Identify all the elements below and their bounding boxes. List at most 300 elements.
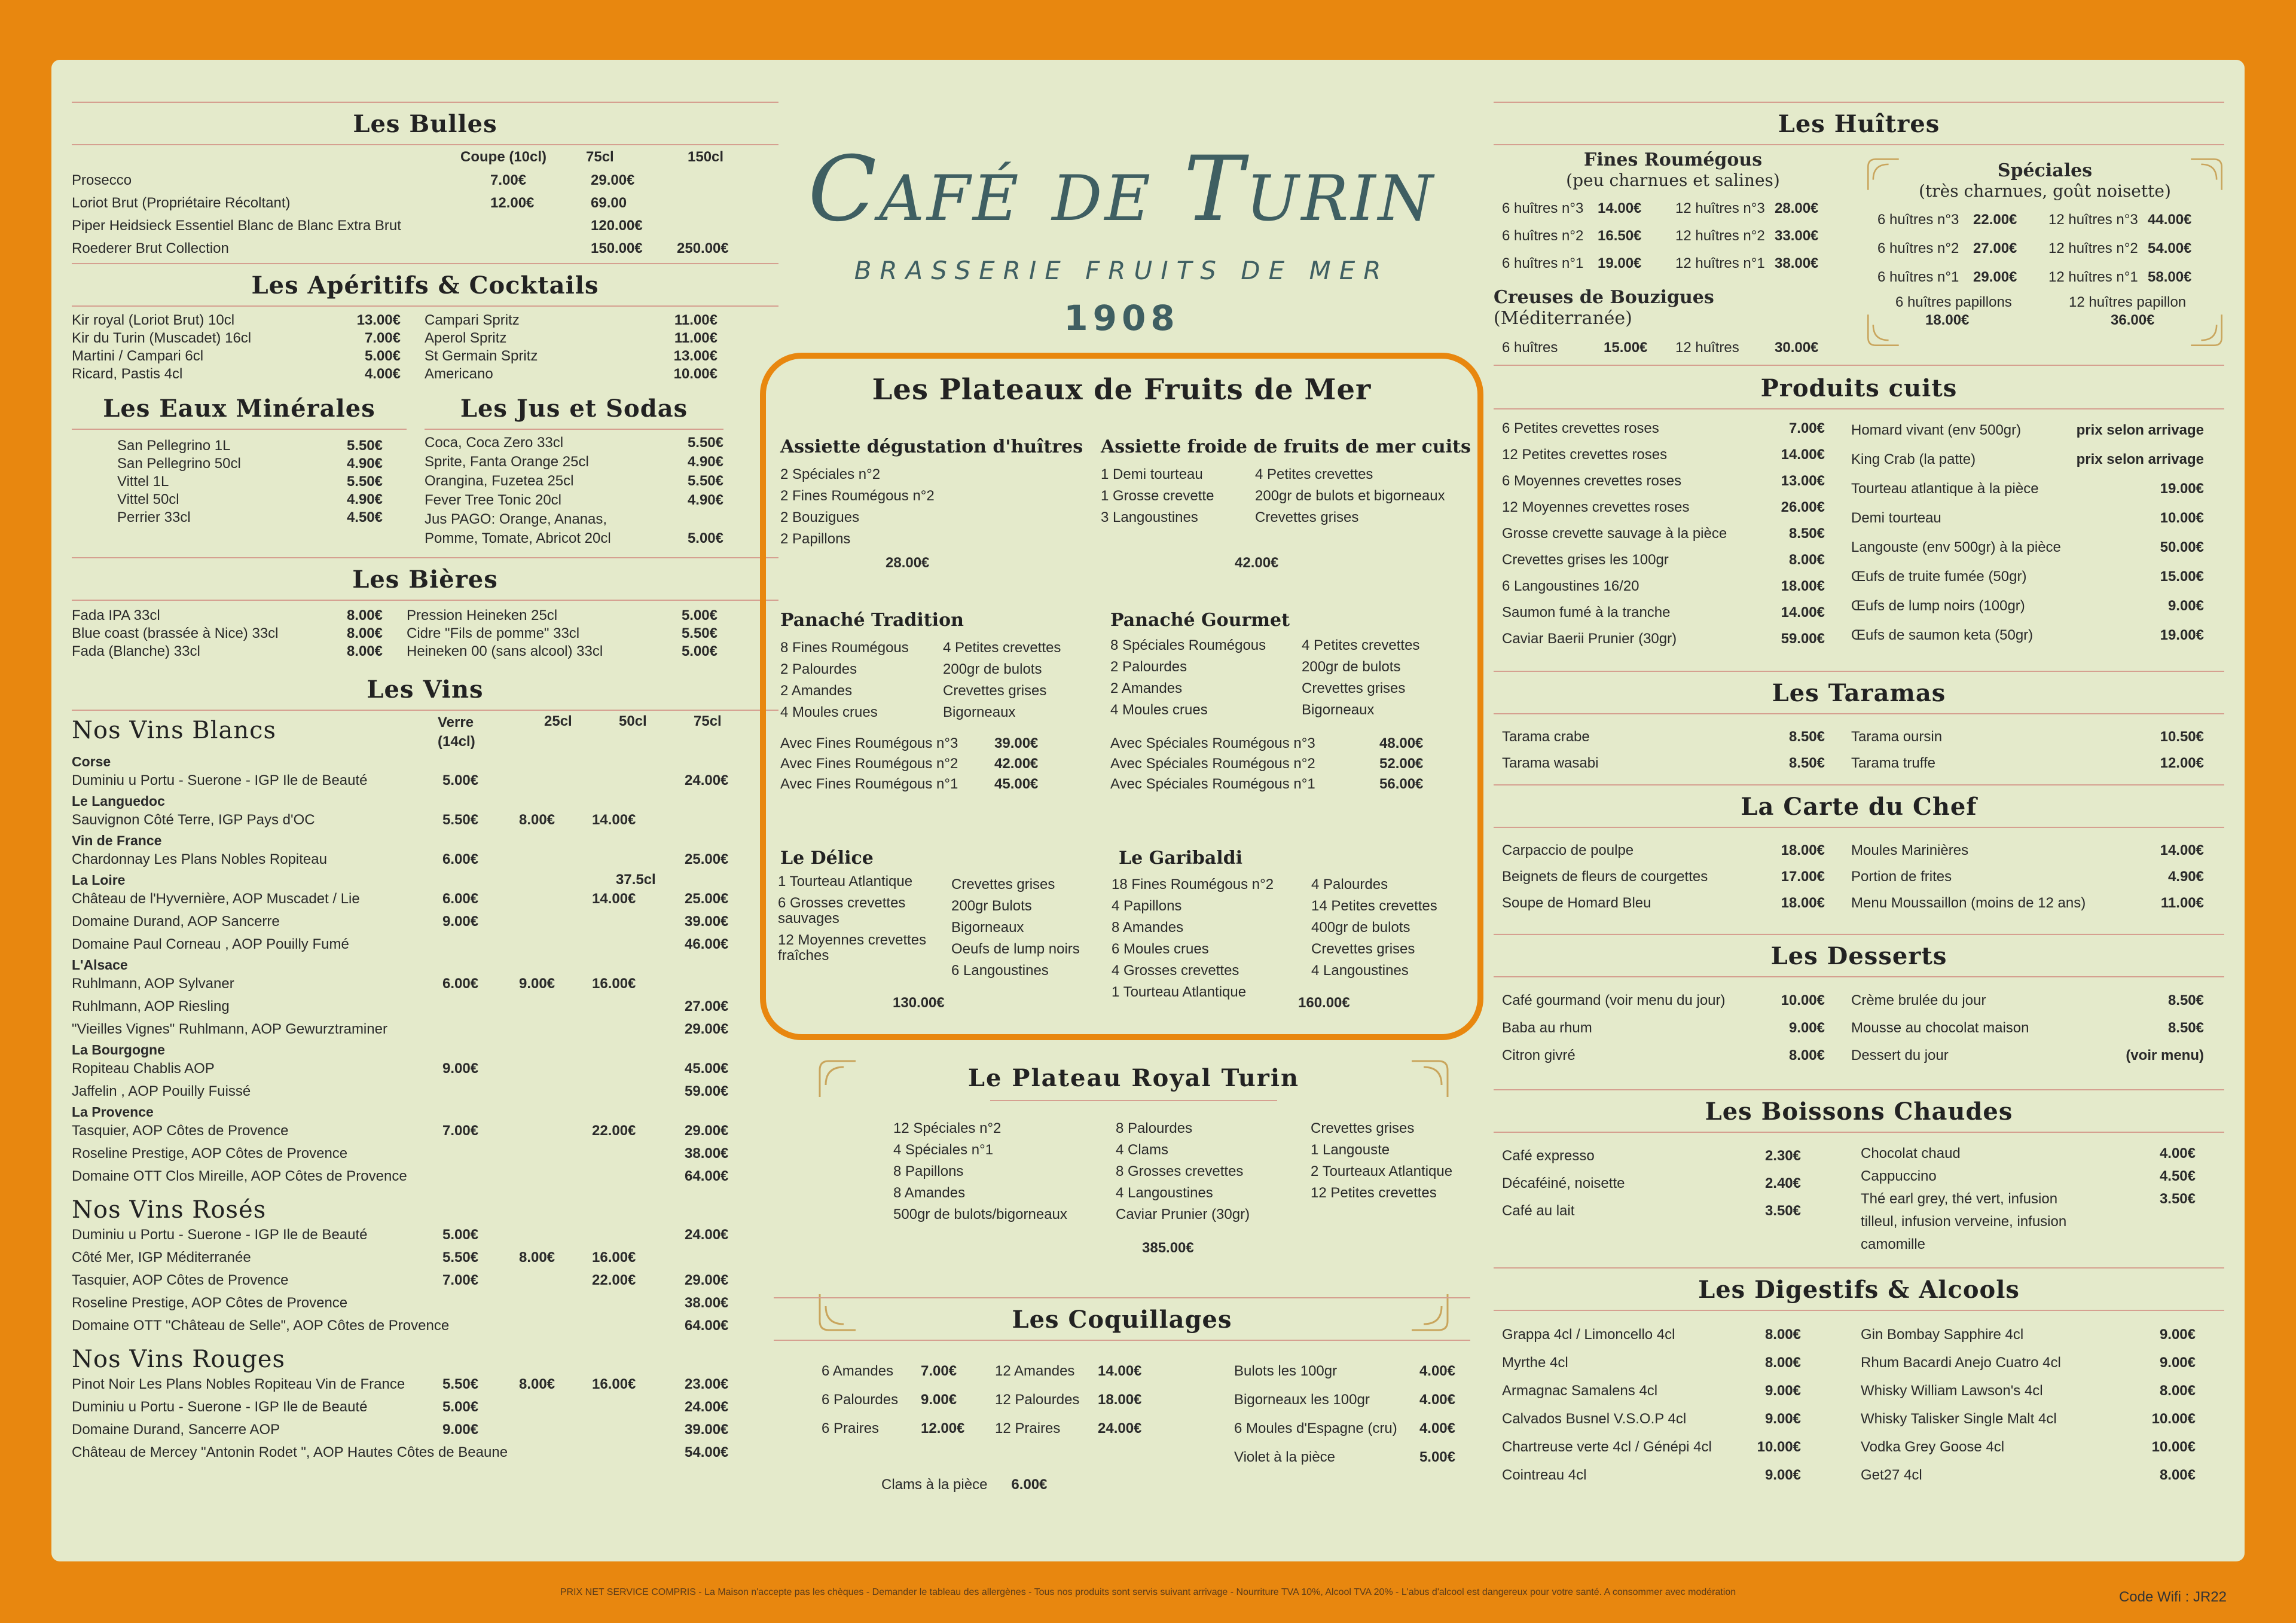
item-price: 5.00€	[681, 607, 718, 623]
option-row	[780, 774, 1061, 794]
clams-name: Clams à la pièce	[881, 1477, 988, 1493]
item-price: 7.00€	[921, 1363, 957, 1379]
huitres-title: Les Huîtres	[1494, 102, 2224, 145]
item-name: Fever Tree Tonic 20cl	[425, 492, 561, 508]
vins-header-25cl: 25cl	[544, 713, 572, 729]
list-item	[1502, 890, 1825, 916]
list-item: 6 Langoustines	[951, 962, 1049, 979]
item-name: 6 Amandes	[822, 1363, 894, 1379]
list-item	[72, 995, 778, 1018]
price-75cl: 27.00€	[685, 998, 729, 1014]
item-price: 8.50€	[1788, 755, 1825, 771]
item-price: 4.90€	[687, 454, 723, 470]
item-price: 8.00€	[346, 643, 383, 659]
item-price: 14.00€	[2160, 842, 2204, 858]
item-name: Demi tourteau	[1851, 510, 1941, 526]
item-name: 6 huîtres n°3	[1502, 200, 1584, 216]
wine-region: La Bourgogne	[72, 1042, 165, 1057]
desserts-left-list	[1502, 987, 1825, 1069]
price-50cl: 16.00€	[592, 976, 636, 992]
item-price: 17.00€	[1781, 869, 1825, 885]
item-name: Portion de frites	[1851, 869, 1952, 885]
speciales-block	[1866, 157, 2224, 348]
item-name: 12 Praires	[995, 1420, 1061, 1436]
papillons-12-name: 12 huîtres papillon	[2069, 294, 2187, 310]
eaux-title: Les Eaux Minérales	[103, 395, 375, 423]
list-item	[117, 437, 383, 455]
list-item	[1861, 1321, 2196, 1349]
item-price: 26.00€	[1781, 499, 1825, 515]
item-name: 6 huîtres n°2	[1502, 228, 1584, 244]
list-item: 8 Fines Roumégous	[780, 640, 909, 656]
wine-name: Château de l'Hyvernière, AOP Muscadet / Lie	[72, 891, 360, 907]
vins-section	[72, 668, 778, 1464]
item-name: Citron givré	[1502, 1047, 1576, 1063]
chaudes-left-list	[1502, 1142, 1801, 1256]
wine-name: Domaine Durand, AOP Sancerre	[72, 913, 280, 930]
list-item	[72, 192, 778, 215]
item-name: 6 Palourdes	[822, 1392, 899, 1408]
wine-name: Ropiteau Chablis AOP	[72, 1060, 215, 1077]
froide-col2	[1255, 464, 1445, 528]
list-item	[1502, 195, 1852, 222]
price-75cl: 24.00€	[685, 1399, 729, 1415]
gourmet-title: Panaché Gourmet	[1110, 610, 1290, 631]
price-75cl: 25.00€	[685, 891, 729, 907]
item-name: Pomme, Tomate, Abricot 20cl	[425, 530, 611, 546]
royal-title: Le Plateau Royal Turin	[967, 1064, 1300, 1092]
item-price: 8.00€	[1788, 552, 1825, 568]
papillons-6-name: 6 huîtres papillons	[1895, 294, 2012, 310]
item-price: 5.50€	[346, 438, 383, 454]
item-name: 6 Praires	[822, 1420, 880, 1436]
price-verre: 9.00€	[442, 913, 479, 930]
item-name: Moules Marinières	[1851, 842, 1969, 858]
list-item: 200gr de bulots et bigorneaux	[1255, 488, 1445, 504]
tradition-col1	[780, 637, 909, 723]
price-75cl: 64.00€	[685, 1318, 729, 1334]
list-item: Crevettes grises	[1302, 680, 1406, 696]
vins-rouges-title: Nos Vins Rouges	[72, 1346, 286, 1373]
list-item: 4 Petites crevettes	[1302, 637, 1420, 653]
bieres-title: Les Bières	[72, 557, 778, 601]
wine-name: "Vieilles Vignes" Ruhlmann, AOP Gewurztraminer	[72, 1021, 387, 1037]
list-item	[407, 625, 718, 643]
list-item: 4 Papillons	[1112, 898, 1182, 914]
list-item	[72, 1441, 778, 1464]
option-price: 42.00€	[994, 756, 1039, 772]
item-price: prix selon arrivage	[2076, 451, 2204, 467]
item-name: 12 Palourdes	[995, 1392, 1080, 1408]
item-price: 8.00€	[1764, 1326, 1801, 1343]
list-item: 14 Petites crevettes	[1311, 898, 1437, 914]
item-name: 12 huîtres n°1	[1675, 255, 1765, 271]
item-name: 6 huîtres n°2	[1877, 240, 1959, 256]
item-price: 4.90€	[2167, 869, 2204, 885]
list-item: 1 Tourteau Atlantique	[1112, 984, 1247, 1000]
price-verre: 6.00€	[442, 851, 479, 867]
list-item	[1502, 1014, 1825, 1042]
item-price: 13.00€	[673, 348, 718, 364]
list-item	[72, 607, 383, 625]
gourmet-col2	[1302, 635, 1419, 721]
list-item	[72, 347, 401, 365]
huitres-section	[1494, 102, 2224, 145]
option-row	[1110, 753, 1427, 774]
bieres-left-list	[72, 607, 383, 661]
eaux-list	[72, 430, 383, 527]
vins-header-75cl: 75cl	[694, 713, 722, 729]
item-price: 14.00€	[1781, 447, 1825, 463]
bieres-section	[72, 557, 778, 661]
list-item	[72, 1224, 778, 1246]
item-price: 44.00€	[2148, 212, 2192, 228]
item-price: 14.00€	[1781, 604, 1825, 621]
header-150cl: 150cl	[688, 149, 724, 165]
item-name: 6 huîtres n°1	[1502, 255, 1584, 271]
option-row	[780, 733, 1061, 753]
item-name: 6 Petites crevettes roses	[1502, 420, 1659, 436]
item-price: 33.00€	[1775, 228, 1819, 244]
wine-name: Roseline Prestige, AOP Côtes de Provence	[72, 1145, 348, 1162]
list-item: Crevettes grises	[1311, 941, 1415, 957]
list-item: 4 Moules crues	[780, 704, 878, 720]
list-item: 8 Amandes	[1112, 919, 1184, 936]
list-item	[407, 643, 718, 661]
item-price: prix selon arrivage	[2076, 422, 2204, 438]
item-name: Cointreau 4cl	[1502, 1467, 1587, 1483]
item-price: 8.00€	[2159, 1383, 2196, 1399]
item-name: Whisky Talisker Single Malt 4cl	[1861, 1411, 2057, 1427]
wine-name: Domaine Paul Corneau , AOP Pouilly Fumé	[72, 936, 349, 952]
wine-name: Duminiu u Portu - Suerone - IGP Ile de Beauté	[72, 1399, 368, 1415]
list-item	[72, 625, 383, 643]
garibaldi-title: Le Garibaldi	[1119, 848, 1243, 869]
item-name: Loriot Brut (Propriétaire Récoltant)	[72, 195, 291, 211]
plateaux-title: Les Plateaux de Fruits de Mer	[872, 373, 1372, 406]
option-price: 52.00€	[1379, 756, 1424, 772]
price-coupe: 12.00€	[490, 195, 535, 211]
item-price: 4.00€	[1419, 1420, 1455, 1436]
item-price: 10.00€	[1757, 1439, 1801, 1455]
item-name: Orangina, Fuzetea 25cl	[425, 473, 574, 489]
item-name: Tarama truffe	[1851, 755, 1935, 771]
list-item: Bigorneaux	[943, 704, 1016, 720]
chaudes-right-list	[1861, 1142, 2196, 1256]
wine-name: Domaine OTT Clos Mireille, AOP Côtes de Provence	[72, 1168, 407, 1184]
list-item	[72, 1120, 778, 1142]
item-price: 8.50€	[1788, 729, 1825, 745]
list-item	[1851, 750, 2204, 777]
chef-left-list	[1502, 838, 1825, 916]
item-name: Crevettes grises les 100gr	[1502, 552, 1669, 568]
item-name: Vittel 1L	[117, 473, 169, 490]
item-name: 6 Langoustines 16/20	[1502, 578, 1639, 594]
price-75cl: 38.00€	[685, 1145, 729, 1162]
list-item: 2 Bouzigues	[780, 509, 860, 525]
item-name: Beignets de fleurs de courgettes	[1502, 869, 1708, 885]
price-75cl: 24.00€	[685, 1227, 729, 1243]
item-name: St Germain Spritz	[425, 348, 538, 364]
degustation-price: 28.00€	[886, 555, 930, 571]
item-name: Myrthe 4cl	[1502, 1355, 1568, 1371]
aperitifs-right-list	[425, 311, 718, 383]
item-price: 12.00€	[2160, 755, 2204, 771]
list-item	[1861, 1211, 2196, 1233]
list-item	[1851, 415, 2204, 445]
menu-panel	[51, 60, 2245, 1561]
item-name: Calvados Busnel V.S.O.P 4cl	[1502, 1411, 1687, 1427]
list-item	[72, 910, 778, 933]
item-name: Grosse crevette sauvage à la pièce	[1502, 525, 1727, 542]
item-name: Chocolat chaud	[1861, 1145, 1961, 1162]
fines-list	[1494, 195, 1852, 277]
list-item	[72, 1396, 778, 1419]
item-name: San Pellegrino 50cl	[117, 456, 241, 472]
item-name: 12 Petites crevettes roses	[1502, 447, 1668, 463]
item-name: Œufs de lump noirs (100gr)	[1851, 598, 2025, 614]
list-item: Crevettes grises	[1255, 509, 1359, 525]
list-item	[72, 933, 778, 956]
bulles-list	[72, 169, 778, 260]
creuses-title: Creuses de Bouzigues	[1494, 287, 1714, 308]
price-verre: 7.00€	[442, 1272, 479, 1288]
vins-title: Les Vins	[367, 676, 484, 704]
item-name: Œufs de saumon keta (50gr)	[1851, 627, 2034, 643]
list-item: 8 Spéciales Roumégous	[1110, 637, 1266, 653]
item-name: Kir du Turin (Muscadet) 16cl	[72, 330, 252, 346]
item-price: 27.00€	[1973, 240, 2017, 256]
list-item	[1502, 1377, 1801, 1405]
price-verre: 9.00€	[442, 1422, 479, 1438]
option-name: Avec Spéciales Roumégous n°3	[1110, 735, 1315, 751]
item-name: camomille	[1861, 1236, 1926, 1252]
item-name: Aperol Spritz	[425, 330, 507, 346]
froide-title: Assiette froide de fruits de mer cuits	[1101, 436, 1471, 457]
item-price: 19.00€	[2160, 627, 2204, 643]
jus-title: Les Jus et Sodas	[460, 395, 688, 423]
item-price: 8.00€	[346, 607, 383, 623]
item-price: 4.00€	[364, 366, 401, 382]
aperitifs-title: Les Apéritifs & Cocktails	[72, 263, 778, 307]
list-item: 8 Palourdes	[1116, 1120, 1193, 1136]
item-name: Vodka Grey Goose 4cl	[1861, 1439, 2005, 1455]
item-price: 8.00€	[346, 625, 383, 641]
list-item	[1502, 724, 1825, 750]
wine-region: Vin de France	[72, 833, 162, 848]
item-name: Jus PAGO: Orange, Ananas,	[425, 511, 607, 527]
desserts-section	[1494, 934, 2224, 1069]
list-item	[72, 1419, 778, 1441]
item-price: 13.00€	[356, 312, 401, 328]
item-name: King Crab (la patte)	[1851, 451, 1976, 467]
list-item	[1502, 1405, 1801, 1433]
option-price: 56.00€	[1379, 776, 1424, 792]
wifi-code: Code Wifi : JR22	[2118, 1589, 2227, 1605]
wine-region: Corse	[72, 754, 111, 769]
vins-rouges-list	[72, 1373, 778, 1464]
digestifs-right-list	[1861, 1321, 2196, 1489]
list-item	[1234, 1443, 1455, 1472]
list-item	[1234, 1357, 1455, 1386]
list-item: 12 Petites crevettes	[1311, 1185, 1437, 1201]
delice-title: Le Délice	[780, 848, 874, 869]
list-item	[72, 973, 778, 995]
list-item	[1502, 1433, 1801, 1461]
option-row	[1110, 774, 1427, 794]
item-name: Roederer Brut Collection	[72, 240, 229, 256]
list-item: 2 Amandes	[780, 683, 853, 699]
bulles-title: Les Bulles	[72, 102, 778, 144]
list-item	[1502, 1349, 1801, 1377]
wine-name: Pinot Noir Les Plans Nobles Ropiteau Vin de France	[72, 1376, 405, 1392]
list-item	[72, 311, 401, 329]
list-item	[1877, 206, 2224, 234]
royal-col1	[893, 1118, 1067, 1225]
list-item	[425, 491, 723, 510]
list-item: 4 Grosses crevettes	[1112, 962, 1239, 979]
list-item	[1851, 562, 2204, 591]
list-item	[1502, 626, 1825, 652]
list-item: 200gr de bulots	[1302, 659, 1401, 675]
item-name: San Pellegrino 1L	[117, 438, 231, 454]
price-150cl: 250.00€	[677, 240, 729, 256]
clams-row	[881, 1477, 1047, 1493]
item-price: 5.50€	[346, 473, 383, 490]
price-50cl: 22.00€	[592, 1123, 636, 1139]
item-name: Blue coast (brassée à Nice) 33cl	[72, 625, 279, 641]
item-price: 54.00€	[2148, 240, 2192, 256]
list-item: Crevettes grises	[1311, 1120, 1415, 1136]
vins-header-verre: Verre (14cl)	[438, 714, 475, 750]
item-price: 2.40€	[1764, 1175, 1801, 1191]
bulles-section	[72, 102, 778, 260]
item-price: 3.50€	[1764, 1203, 1801, 1219]
list-item: Caviar Prunier (30gr)	[1116, 1206, 1250, 1222]
item-price: 19.00€	[1598, 255, 1642, 271]
wine-region-row	[72, 956, 778, 973]
item-price: 22.00€	[1973, 212, 2017, 228]
item-name: Coca, Coca Zero 33cl	[425, 435, 564, 451]
option-name: Avec Spéciales Roumégous n°1	[1110, 776, 1315, 792]
ornament-corner-icon	[2188, 157, 2224, 192]
chef-section	[1494, 784, 2224, 916]
list-item: 2 Palourdes	[780, 661, 857, 677]
price-50cl: 16.00€	[592, 1376, 636, 1392]
wine-name: Tasquier, AOP Côtes de Provence	[72, 1123, 289, 1139]
list-item: 2 Fines Roumégous n°2	[780, 488, 935, 504]
item-name: Menu Moussaillon (moins de 12 ans)	[1851, 895, 2086, 911]
list-item	[1861, 1188, 2196, 1211]
bulles-headers	[72, 145, 778, 169]
list-item	[1502, 573, 1825, 600]
price-verre: 5.50€	[442, 812, 479, 828]
taramas-right-list	[1851, 724, 2204, 777]
vins-roses-list	[72, 1224, 778, 1337]
list-item	[72, 1269, 778, 1292]
item-price: 58.00€	[2148, 269, 2192, 285]
item-price: (voir menu)	[2126, 1047, 2204, 1063]
item-price: 4.90€	[687, 492, 723, 508]
wine-region-row	[72, 871, 778, 888]
list-item	[1851, 864, 2204, 890]
list-item: 3 Langoustines	[1101, 509, 1198, 525]
list-item	[1861, 1349, 2196, 1377]
list-item	[1861, 1142, 2196, 1165]
item-name: Perrier 33cl	[117, 509, 191, 525]
item-price: 8.00€	[1788, 1047, 1825, 1063]
price-verre: 5.00€	[442, 1399, 479, 1415]
price-75cl: 38.00€	[685, 1295, 729, 1311]
item-name: Café expresso	[1502, 1148, 1595, 1164]
ornament-corner-icon	[1866, 157, 1901, 192]
item-price: 8.50€	[2167, 992, 2204, 1008]
coquillages-title: Les Coquillages	[774, 1297, 1470, 1341]
list-item: 1 Demi tourteau	[1101, 466, 1203, 482]
item-name: Gin Bombay Sapphire 4cl	[1861, 1326, 2024, 1343]
price-verre: 5.00€	[442, 772, 479, 788]
item-name: Café gourmand (voir menu du jour)	[1502, 992, 1726, 1008]
item-name: Crème brulée du jour	[1851, 992, 1986, 1008]
price-verre: 5.00€	[442, 1227, 479, 1243]
wine-name: Domaine Durand, Sancerre AOP	[72, 1422, 280, 1438]
list-item	[1861, 1165, 2196, 1188]
price-verre: 5.50€	[442, 1249, 479, 1266]
list-item	[1502, 222, 1852, 250]
item-name: Soupe de Homard Bleu	[1502, 895, 1651, 911]
list-item: 6 Moules crues	[1112, 941, 1209, 957]
list-item: 12 Spéciales n°2	[893, 1120, 1002, 1136]
tradition-col2	[943, 637, 1061, 723]
item-name: Rhum Bacardi Anejo Cuatro 4cl	[1861, 1355, 2061, 1371]
item-price: 8.50€	[1788, 525, 1825, 542]
item-price: 28.00€	[1775, 200, 1819, 216]
coquillages-right-list	[1234, 1357, 1455, 1472]
item-price: 8.00€	[1764, 1355, 1801, 1371]
list-item	[117, 509, 383, 527]
item-price: 9.00€	[1764, 1411, 1801, 1427]
list-item	[425, 329, 718, 347]
price-75cl: 46.00€	[685, 936, 729, 952]
list-item	[1502, 468, 1825, 494]
item-price: 5.00€	[681, 643, 718, 659]
price-75cl: 59.00€	[685, 1083, 729, 1099]
vins-blancs-list	[72, 753, 778, 1188]
item-price: 9.00€	[2159, 1326, 2196, 1343]
list-item: 2 Spéciales n°2	[780, 466, 881, 482]
item-name: 12 Amandes	[995, 1363, 1075, 1379]
list-item	[425, 510, 723, 529]
list-item: 1 Tourteau Atlantique	[778, 873, 913, 890]
list-item: 1 Langouste	[1311, 1142, 1390, 1158]
price-75cl: 39.00€	[685, 913, 729, 930]
item-price: 10.00€	[2160, 510, 2204, 526]
header-coupe: Coupe (10cl)	[460, 149, 547, 165]
garibaldi-col2	[1311, 874, 1437, 982]
footer-notice: PRIX NET SERVICE COMPRIS - La Maison n'accepte pas les chèques - Demander le tableau des allergènes - Tous nos produits sont servis suivant arrivage - Nourriture TVA 10%, Alcool TVA 20% - L'abus d'alcool est dangereux pour votre santé. A consommer avec modération	[560, 1587, 1736, 1597]
item-name: 6 Moyennes crevettes roses	[1502, 473, 1682, 489]
list-item	[72, 169, 778, 192]
list-item	[425, 453, 723, 472]
item-price: 4.90€	[346, 491, 383, 508]
item-name: Chartreuse verte 4cl / Génépi 4cl	[1502, 1439, 1712, 1455]
garibaldi-price: 160.00€	[1298, 995, 1350, 1011]
item-price: 18.00€	[1781, 842, 1825, 858]
item-name: Whisky William Lawson's 4cl	[1861, 1383, 2043, 1399]
item-name: Thé earl grey, thé vert, infusion	[1861, 1191, 2058, 1207]
froide-price: 42.00€	[1235, 555, 1279, 571]
chaudes-title: Les Boissons Chaudes	[1494, 1089, 2224, 1133]
